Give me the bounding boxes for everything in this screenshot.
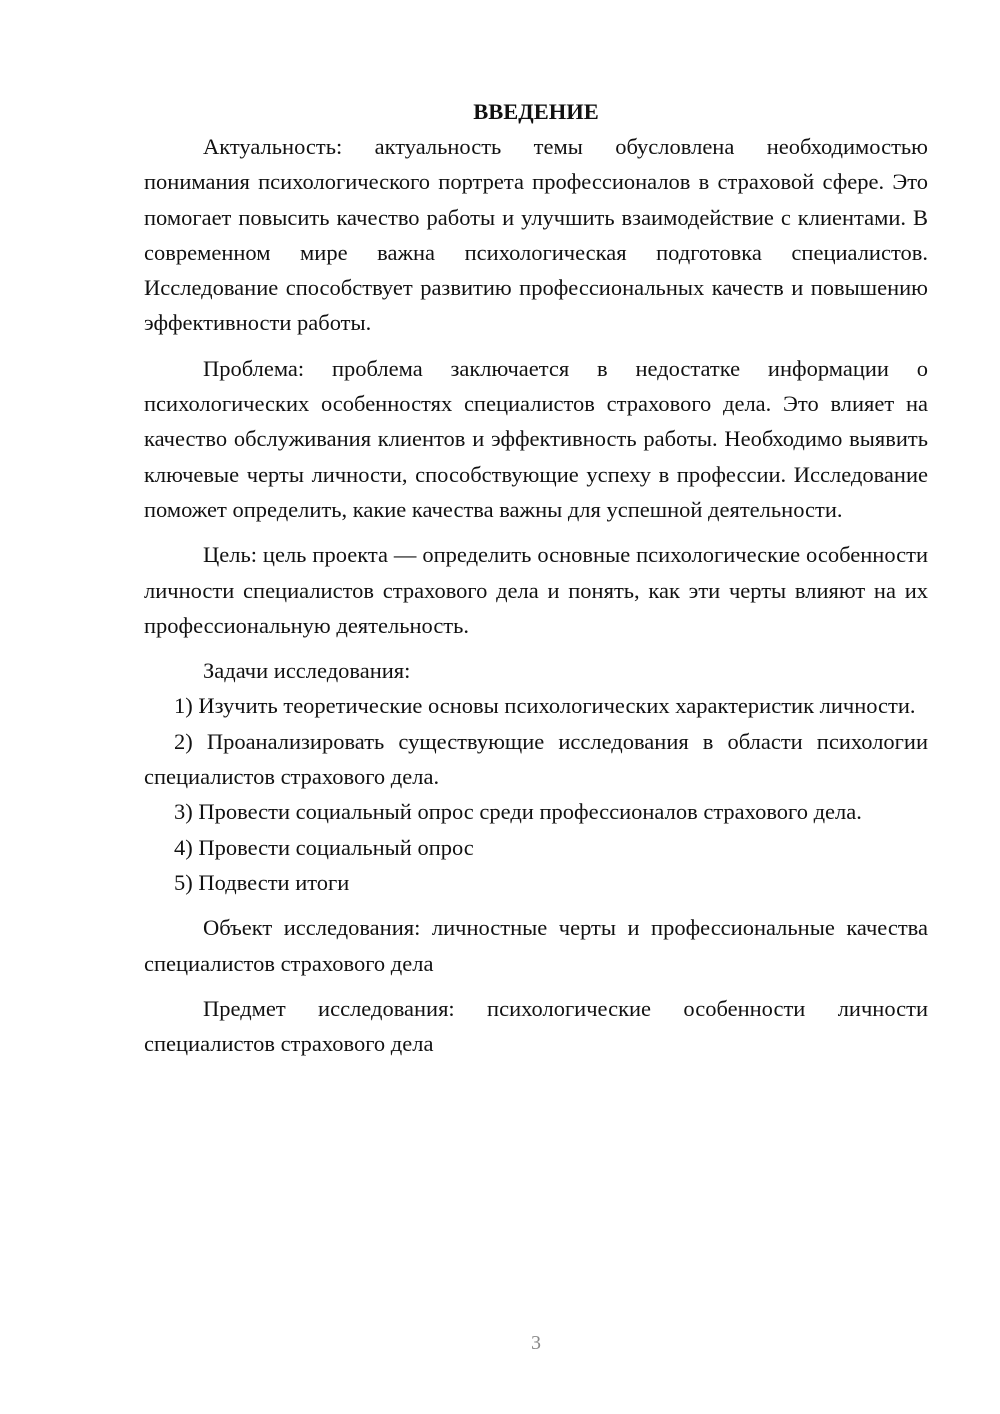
paragraph-relevance: Актуальность: актуальность темы обусловлена необходимостью понимания психологического портрета профессионалов в страховой сфере. Это помогает повысить качество работы и улучшить взаимодействие с клиентами. В современном мире важна психологическая подготовка специалистов. Исследование способствует развитию профессиональных качеств и повышению эффективности работы. [144,134,928,336]
paragraph-problem: Проблема: проблема заключается в недостатке информации о психологических особенностях специалистов страхового дела. Это влияет на качество обслуживания клиентов и эффективность работы. Необходимо выявить ключевые черты личности, способствующие успеху в профессии. Исследование поможет определить, какие качества важны для успешной деятельности. [144,355,928,522]
task-item: 3) Провести социальный опрос среди профессионалов страхового дела. [174,799,862,825]
task-item: 2) Проанализировать существующие исследования в области психологии специалистов страхового дела. [144,728,928,790]
section-heading: ВВЕДЕНИЕ [473,99,599,124]
task-item: 5) Подвести итоги [174,869,350,895]
page-body [144,94,928,1061]
paragraph-subject: Предмет исследования: психологические особенности личности специалистов страхового дела [144,995,928,1057]
tasks-title: Задачи исследования: [203,658,411,684]
paragraph-goal: Цель: цель проекта — определить основные психологические особенности личности специалистов страхового дела и понять, как эти черты влияют на их профессиональную деятельность. [144,542,928,638]
task-item: 4) Провести социальный опрос [174,834,474,860]
paragraph-object: Объект исследования: личностные черты и профессиональные качества специалистов страхового дела [144,915,928,976]
page-number: 3 [531,1332,541,1354]
task-item: 1) Изучить теоретические основы психологических характеристик личности. [174,693,916,719]
